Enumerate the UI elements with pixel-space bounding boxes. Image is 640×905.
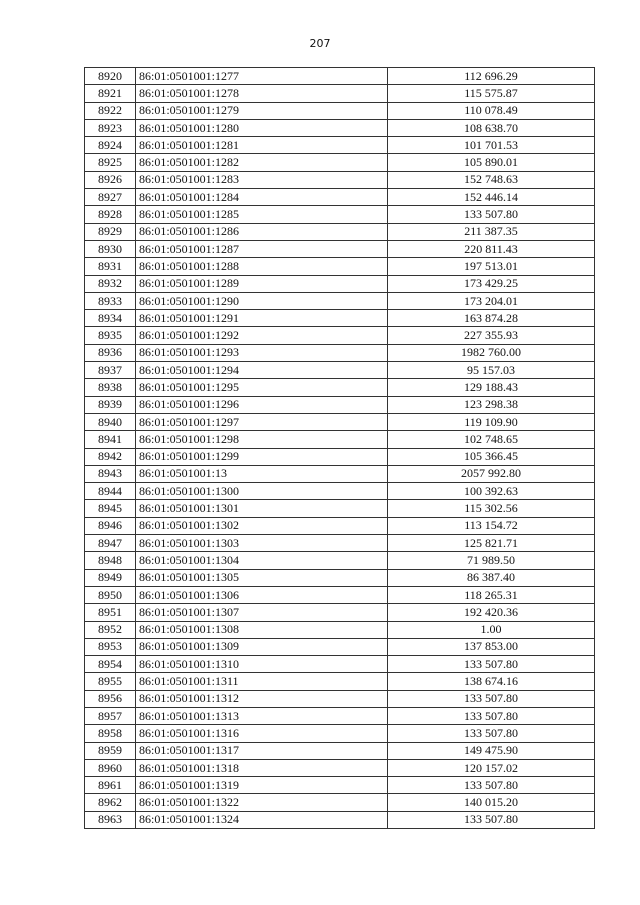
row-number-cell: 8942 — [85, 448, 136, 465]
cadastral-value-cell: 137 853.00 — [388, 638, 595, 655]
cadastral-value-cell: 140 015.20 — [388, 794, 595, 811]
row-number-cell: 8950 — [85, 586, 136, 603]
row-number-cell: 8954 — [85, 656, 136, 673]
table-row — [85, 552, 595, 569]
cadastral-value-cell: 112 696.29 — [388, 68, 595, 85]
cadastral-number-cell: 86:01:0501001:1277 — [136, 68, 388, 85]
cadastral-value-cell: 133 507.80 — [388, 707, 595, 724]
table-row — [85, 656, 595, 673]
cadastral-value-cell: 152 748.63 — [388, 171, 595, 188]
cadastral-number-cell: 86:01:0501001:1300 — [136, 483, 388, 500]
cadastral-value-cell: 71 989.50 — [388, 552, 595, 569]
cadastral-value-cell: 163 874.28 — [388, 310, 595, 327]
cadastral-number-cell: 86:01:0501001:1317 — [136, 742, 388, 759]
table-row — [85, 327, 595, 344]
row-number-cell: 8946 — [85, 517, 136, 534]
table-row — [85, 171, 595, 188]
cadastral-number-cell: 86:01:0501001:1296 — [136, 396, 388, 413]
row-number-cell: 8955 — [85, 673, 136, 690]
cadastral-number-cell: 86:01:0501001:1299 — [136, 448, 388, 465]
cadastral-number-cell: 86:01:0501001:1318 — [136, 759, 388, 776]
row-number-cell: 8959 — [85, 742, 136, 759]
cadastral-value-cell: 118 265.31 — [388, 586, 595, 603]
cadastral-value-cell: 86 387.40 — [388, 569, 595, 586]
cadastral-value-cell: 133 507.80 — [388, 777, 595, 794]
row-number-cell: 8935 — [85, 327, 136, 344]
row-number-cell: 8925 — [85, 154, 136, 171]
cadastral-number-cell: 86:01:0501001:1293 — [136, 344, 388, 361]
row-number-cell: 8957 — [85, 707, 136, 724]
cadastral-value-table — [84, 67, 595, 829]
table-row — [85, 448, 595, 465]
cadastral-value-cell: 2057 992.80 — [388, 465, 595, 482]
row-number-cell: 8929 — [85, 223, 136, 240]
cadastral-value-cell: 192 420.36 — [388, 604, 595, 621]
row-number-cell: 8927 — [85, 189, 136, 206]
cadastral-value-cell: 133 507.80 — [388, 811, 595, 828]
cadastral-value-cell: 129 188.43 — [388, 379, 595, 396]
cadastral-value-cell: 119 109.90 — [388, 413, 595, 430]
table-row — [85, 102, 595, 119]
row-number-cell: 8922 — [85, 102, 136, 119]
cadastral-number-cell: 86:01:0501001:1316 — [136, 725, 388, 742]
table-row — [85, 707, 595, 724]
cadastral-number-cell: 86:01:0501001:1281 — [136, 137, 388, 154]
table-row — [85, 586, 595, 603]
row-number-cell: 8936 — [85, 344, 136, 361]
table-row — [85, 673, 595, 690]
table-row — [85, 137, 595, 154]
cadastral-number-cell: 86:01:0501001:1278 — [136, 85, 388, 102]
cadastral-number-cell: 86:01:0501001:1312 — [136, 690, 388, 707]
cadastral-value-cell: 110 078.49 — [388, 102, 595, 119]
cadastral-value-cell: 133 507.80 — [388, 206, 595, 223]
cadastral-number-cell: 86:01:0501001:1310 — [136, 656, 388, 673]
row-number-cell: 8932 — [85, 275, 136, 292]
table-row — [85, 742, 595, 759]
table-row — [85, 811, 595, 828]
cadastral-number-cell: 86:01:0501001:1288 — [136, 258, 388, 275]
cadastral-number-cell: 86:01:0501001:1309 — [136, 638, 388, 655]
page-number: 207 — [309, 37, 331, 50]
cadastral-number-cell: 86:01:0501001:1284 — [136, 189, 388, 206]
row-number-cell: 8924 — [85, 137, 136, 154]
row-number-cell: 8947 — [85, 535, 136, 552]
table-row — [85, 310, 595, 327]
cadastral-value-cell: 108 638.70 — [388, 119, 595, 136]
cadastral-number-cell: 86:01:0501001:1304 — [136, 552, 388, 569]
table-row — [85, 206, 595, 223]
row-number-cell: 8926 — [85, 171, 136, 188]
row-number-cell: 8961 — [85, 777, 136, 794]
table-row — [85, 500, 595, 517]
cadastral-number-cell: 86:01:0501001:1322 — [136, 794, 388, 811]
row-number-cell: 8921 — [85, 85, 136, 102]
table-row — [85, 119, 595, 136]
cadastral-number-cell: 86:01:0501001:1302 — [136, 517, 388, 534]
cadastral-value-cell: 149 475.90 — [388, 742, 595, 759]
cadastral-number-cell: 86:01:0501001:1285 — [136, 206, 388, 223]
table-row — [85, 621, 595, 638]
table-row — [85, 275, 595, 292]
table-row — [85, 396, 595, 413]
table-row — [85, 154, 595, 171]
cadastral-number-cell: 86:01:0501001:1303 — [136, 535, 388, 552]
cadastral-value-cell: 197 513.01 — [388, 258, 595, 275]
table-row — [85, 223, 595, 240]
cadastral-value-cell: 138 674.16 — [388, 673, 595, 690]
cadastral-number-cell: 86:01:0501001:1297 — [136, 413, 388, 430]
row-number-cell: 8939 — [85, 396, 136, 413]
row-number-cell: 8923 — [85, 119, 136, 136]
cadastral-value-cell: 133 507.80 — [388, 656, 595, 673]
row-number-cell: 8934 — [85, 310, 136, 327]
row-number-cell: 8938 — [85, 379, 136, 396]
row-number-cell: 8931 — [85, 258, 136, 275]
cadastral-value-cell: 133 507.80 — [388, 725, 595, 742]
cadastral-value-cell: 95 157.03 — [388, 362, 595, 379]
row-number-cell: 8960 — [85, 759, 136, 776]
cadastral-value-cell: 123 298.38 — [388, 396, 595, 413]
cadastral-number-cell: 86:01:0501001:1308 — [136, 621, 388, 638]
table-row — [85, 517, 595, 534]
table-row — [85, 431, 595, 448]
row-number-cell: 8953 — [85, 638, 136, 655]
cadastral-number-cell: 86:01:0501001:1290 — [136, 292, 388, 309]
cadastral-value-cell: 173 429.25 — [388, 275, 595, 292]
cadastral-number-cell: 86:01:0501001:1324 — [136, 811, 388, 828]
table-row — [85, 85, 595, 102]
row-number-cell: 8944 — [85, 483, 136, 500]
table-row — [85, 535, 595, 552]
cadastral-value-cell: 152 446.14 — [388, 189, 595, 206]
cadastral-value-cell: 1982 760.00 — [388, 344, 595, 361]
cadastral-value-cell: 113 154.72 — [388, 517, 595, 534]
cadastral-value-cell: 101 701.53 — [388, 137, 595, 154]
row-number-cell: 8948 — [85, 552, 136, 569]
table-body — [85, 68, 595, 829]
table-row — [85, 344, 595, 361]
cadastral-number-cell: 86:01:0501001:1282 — [136, 154, 388, 171]
row-number-cell: 8941 — [85, 431, 136, 448]
row-number-cell: 8956 — [85, 690, 136, 707]
row-number-cell: 8951 — [85, 604, 136, 621]
row-number-cell: 8933 — [85, 292, 136, 309]
table-row — [85, 794, 595, 811]
row-number-cell: 8949 — [85, 569, 136, 586]
cadastral-value-cell: 115 575.87 — [388, 85, 595, 102]
table-row — [85, 638, 595, 655]
cadastral-value-cell: 120 157.02 — [388, 759, 595, 776]
row-number-cell: 8937 — [85, 362, 136, 379]
cadastral-number-cell: 86:01:0501001:1295 — [136, 379, 388, 396]
cadastral-number-cell: 86:01:0501001:1298 — [136, 431, 388, 448]
cadastral-value-cell: 105 890.01 — [388, 154, 595, 171]
row-number-cell: 8945 — [85, 500, 136, 517]
row-number-cell: 8920 — [85, 68, 136, 85]
row-number-cell: 8930 — [85, 240, 136, 257]
table-row — [85, 258, 595, 275]
cadastral-number-cell: 86:01:0501001:1306 — [136, 586, 388, 603]
table-row — [85, 292, 595, 309]
row-number-cell: 8928 — [85, 206, 136, 223]
table-row — [85, 777, 595, 794]
cadastral-number-cell: 86:01:0501001:1294 — [136, 362, 388, 379]
table-row — [85, 68, 595, 85]
cadastral-number-cell: 86:01:0501001:1313 — [136, 707, 388, 724]
cadastral-number-cell: 86:01:0501001:1289 — [136, 275, 388, 292]
cadastral-number-cell: 86:01:0501001:1280 — [136, 119, 388, 136]
cadastral-number-cell: 86:01:0501001:1307 — [136, 604, 388, 621]
cadastral-number-cell: 86:01:0501001:1311 — [136, 673, 388, 690]
row-number-cell: 8963 — [85, 811, 136, 828]
cadastral-value-cell: 1.00 — [388, 621, 595, 638]
table-row — [85, 483, 595, 500]
table-row — [85, 240, 595, 257]
cadastral-number-cell: 86:01:0501001:1287 — [136, 240, 388, 257]
row-number-cell: 8940 — [85, 413, 136, 430]
cadastral-number-cell: 86:01:0501001:1283 — [136, 171, 388, 188]
table-row — [85, 362, 595, 379]
cadastral-value-cell: 115 302.56 — [388, 500, 595, 517]
cadastral-number-cell: 86:01:0501001:1292 — [136, 327, 388, 344]
cadastral-value-cell: 100 392.63 — [388, 483, 595, 500]
cadastral-number-cell: 86:01:0501001:1291 — [136, 310, 388, 327]
table-row — [85, 569, 595, 586]
row-number-cell: 8952 — [85, 621, 136, 638]
cadastral-number-cell: 86:01:0501001:1279 — [136, 102, 388, 119]
table-row — [85, 413, 595, 430]
cadastral-value-cell: 125 821.71 — [388, 535, 595, 552]
cadastral-value-cell: 133 507.80 — [388, 690, 595, 707]
cadastral-value-cell: 227 355.93 — [388, 327, 595, 344]
table-row — [85, 690, 595, 707]
row-number-cell: 8943 — [85, 465, 136, 482]
cadastral-number-cell: 86:01:0501001:1286 — [136, 223, 388, 240]
table-row — [85, 725, 595, 742]
cadastral-value-cell: 211 387.35 — [388, 223, 595, 240]
table-row — [85, 465, 595, 482]
cadastral-number-cell: 86:01:0501001:1305 — [136, 569, 388, 586]
cadastral-number-cell: 86:01:0501001:1301 — [136, 500, 388, 517]
row-number-cell: 8958 — [85, 725, 136, 742]
cadastral-value-cell: 102 748.65 — [388, 431, 595, 448]
cadastral-value-cell: 105 366.45 — [388, 448, 595, 465]
table-row — [85, 379, 595, 396]
table-row — [85, 189, 595, 206]
cadastral-value-cell: 173 204.01 — [388, 292, 595, 309]
table-row — [85, 759, 595, 776]
table-row — [85, 604, 595, 621]
cadastral-number-cell: 86:01:0501001:13 — [136, 465, 388, 482]
row-number-cell: 8962 — [85, 794, 136, 811]
cadastral-number-cell: 86:01:0501001:1319 — [136, 777, 388, 794]
cadastral-value-cell: 220 811.43 — [388, 240, 595, 257]
